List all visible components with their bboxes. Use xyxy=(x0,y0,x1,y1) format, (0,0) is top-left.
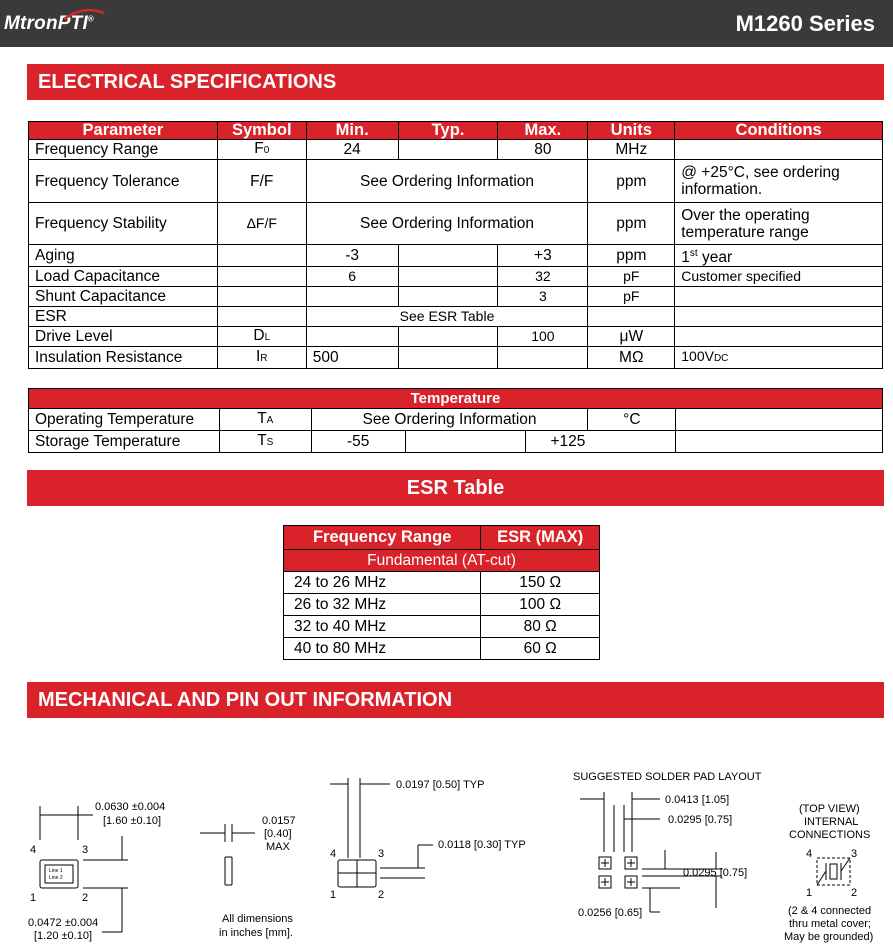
internal-label: INTERNAL xyxy=(804,816,859,828)
table-row xyxy=(29,267,883,287)
mechanical-drawing xyxy=(0,740,893,948)
min-cell: 500 xyxy=(306,347,398,369)
temperature-title: Temperature xyxy=(29,389,883,409)
symbol-text: T xyxy=(257,432,267,449)
max-cell: +125 xyxy=(526,431,676,453)
cond-text: 100V xyxy=(681,348,714,365)
pin-label: 2 xyxy=(851,887,858,899)
param-cell: Load Capacitance xyxy=(29,267,218,287)
pin-label: 2 xyxy=(82,892,89,904)
pin-label: 1 xyxy=(30,892,37,904)
esr-table xyxy=(283,525,600,660)
min-cell: 24 xyxy=(306,140,398,160)
symbol-subscript: R xyxy=(260,353,268,365)
symbol-cell xyxy=(217,327,306,347)
symbol-subscript: A xyxy=(266,415,274,426)
symbol-cell xyxy=(217,245,306,267)
esr-value-cell: 100 Ω xyxy=(481,594,600,616)
conditions-cell xyxy=(675,245,883,267)
table-row xyxy=(29,160,883,203)
top-width-inches: 0.0630 ±0.004 xyxy=(95,801,166,813)
units-cell: pF xyxy=(588,287,675,307)
side-view-drawing xyxy=(200,824,255,885)
table-row xyxy=(29,307,883,327)
col-parameter: Parameter xyxy=(29,122,218,140)
solder-pad-drawing xyxy=(580,792,722,912)
solder-pad-title: SUGGESTED SOLDER PAD LAYOUT xyxy=(573,771,762,783)
table-row xyxy=(29,409,883,431)
symbol-cell: F/F xyxy=(217,160,306,203)
pad-width-dimension: 0.0197 [0.50] TYP xyxy=(396,779,485,791)
param-cell: Operating Temperature xyxy=(29,409,220,431)
pin-label: 1 xyxy=(806,887,813,899)
conditions-cell xyxy=(675,347,883,369)
symbol-cell xyxy=(217,140,306,160)
temperature-table xyxy=(28,388,883,453)
typ-cell xyxy=(398,140,498,160)
esr-mode-cell: Fundamental (AT-cut) xyxy=(284,550,600,572)
esr-value-cell: 80 Ω xyxy=(481,616,600,638)
pin-label: 3 xyxy=(378,848,385,860)
bottom-view-drawing xyxy=(330,778,433,887)
top-width-mm: [1.60 ±0.10] xyxy=(103,815,162,827)
table-row xyxy=(29,140,883,160)
conditions-cell xyxy=(675,140,883,160)
min-cell: 6 xyxy=(306,267,398,287)
table-row xyxy=(284,594,600,616)
symbol-text: T xyxy=(257,410,267,427)
solder-dimension-d: 0.0256 [0.65] xyxy=(578,907,643,919)
max-cell: 80 xyxy=(498,140,588,160)
table-row xyxy=(284,638,600,660)
symbol-cell xyxy=(217,267,306,287)
min-cell xyxy=(306,327,398,347)
min-cell xyxy=(306,287,398,307)
company-logo xyxy=(4,13,94,35)
units-cell: MHz xyxy=(588,140,675,160)
typ-cell xyxy=(398,347,498,369)
max-cell: 32 xyxy=(498,267,588,287)
max-cell: 100 xyxy=(498,327,588,347)
pin-label: 4 xyxy=(30,844,37,856)
top-height-mm: [1.20 ±0.10] xyxy=(34,930,93,942)
esr-range-cell: 32 to 40 MHz xyxy=(284,616,481,638)
top-height-inches: 0.0472 ±0.004 xyxy=(28,917,99,929)
param-cell: Shunt Capacitance xyxy=(29,287,218,307)
param-cell: Frequency Range xyxy=(29,140,218,160)
table-row xyxy=(29,203,883,245)
units-cell: pF xyxy=(588,267,675,287)
esr-value-cell: 150 Ω xyxy=(481,572,600,594)
series-title: M1260 Series xyxy=(735,11,875,36)
esr-value-cell: 60 Ω xyxy=(481,638,600,660)
symbol-cell xyxy=(217,307,306,327)
table-header-row xyxy=(29,389,883,409)
cond-text: year xyxy=(697,249,733,267)
typ-cell xyxy=(398,245,498,267)
symbol-text: I xyxy=(255,348,261,366)
conditions-cell: @ +25°C, see ordering information. xyxy=(675,160,883,203)
units-cell xyxy=(588,307,675,327)
conditions-cell xyxy=(675,307,883,327)
symbol-subscript: S xyxy=(266,437,274,448)
table-row xyxy=(29,431,883,453)
table-header-row xyxy=(29,122,883,140)
typ-cell xyxy=(398,287,498,307)
conditions-cell xyxy=(676,409,883,431)
max-cell xyxy=(498,347,588,369)
max-cell: +3 xyxy=(498,245,588,267)
param-cell: Aging xyxy=(29,245,218,267)
max-cell: 3 xyxy=(498,287,588,307)
min-cell: -3 xyxy=(306,245,398,267)
units-cell: MΩ xyxy=(588,347,675,369)
electrical-spec-table xyxy=(28,121,883,369)
conditions-cell: Over the operating temperature range xyxy=(675,203,883,245)
conditions-cell xyxy=(676,431,883,453)
esr-mode-row xyxy=(284,550,600,572)
pin-label: 4 xyxy=(330,848,337,860)
marking-line-2: Line 2 xyxy=(49,875,63,881)
logo-registered-mark: ® xyxy=(87,14,95,24)
symbol-cell xyxy=(217,287,306,307)
param-cell: Insulation Resistance xyxy=(29,347,218,369)
units-cell: °C xyxy=(588,409,676,431)
cond-superscript: st xyxy=(689,248,698,259)
esr-range-cell: 26 to 32 MHz xyxy=(284,594,481,616)
param-cell: Frequency Tolerance xyxy=(29,160,218,203)
table-row xyxy=(29,347,883,369)
esr-range-cell: 24 to 26 MHz xyxy=(284,572,481,594)
symbol-subscript: 0 xyxy=(263,145,270,156)
min-cell: -55 xyxy=(311,431,405,453)
crystal-symbol-icon xyxy=(817,858,850,885)
solder-dimension-a: 0.0413 [1.05] xyxy=(665,794,730,806)
symbol-text: F xyxy=(254,140,264,157)
param-cell: Frequency Stability xyxy=(29,203,218,245)
marking-line-1: Line 1 xyxy=(49,868,63,874)
solder-dimension-c: 0.0295 [0.75] xyxy=(683,867,748,879)
symbol-subscript: L xyxy=(264,332,271,344)
symbol-cell xyxy=(219,409,311,431)
units-cell: μW xyxy=(588,327,675,347)
spanned-value-cell: See Ordering Information xyxy=(306,160,588,203)
pin-label: 2 xyxy=(378,889,385,901)
pin-label: 4 xyxy=(806,848,813,860)
table-row xyxy=(284,572,600,594)
dimension-note-2: in inches [mm]. xyxy=(219,927,293,939)
esr-range-cell: 40 to 80 MHz xyxy=(284,638,481,660)
param-cell: Drive Level xyxy=(29,327,218,347)
pin-label: 3 xyxy=(851,848,858,860)
spanned-value-cell: See Ordering Information xyxy=(306,203,588,245)
typ-cell xyxy=(398,267,498,287)
solder-dimension-b: 0.0295 [0.75] xyxy=(668,814,733,826)
logo-swoosh-icon xyxy=(62,7,106,21)
conditions-cell: Customer specified xyxy=(675,267,883,287)
symbol-cell xyxy=(217,347,306,369)
connection-note-3: May be grounded) xyxy=(784,931,874,943)
col-frequency-range: Frequency Range xyxy=(284,526,481,550)
units-cell: ppm xyxy=(588,160,675,203)
typ-cell xyxy=(398,327,498,347)
connections-label: CONNECTIONS xyxy=(789,829,871,841)
cond-subscript: DC xyxy=(713,353,729,365)
col-units: Units xyxy=(588,122,675,140)
connection-note-1: (2 & 4 connected xyxy=(788,905,872,917)
top-view-label: (TOP VIEW) xyxy=(799,803,860,815)
dimension-note-1: All dimensions xyxy=(222,913,293,925)
col-symbol: Symbol xyxy=(217,122,306,140)
spanned-value-cell: See ESR Table xyxy=(306,307,588,327)
symbol-cell: ΔF/F xyxy=(217,203,306,245)
units-cell: ppm xyxy=(588,203,675,245)
col-esr-max: ESR (MAX) xyxy=(481,526,600,550)
col-conditions: Conditions xyxy=(675,122,883,140)
thickness-mm: [0.40] xyxy=(264,828,292,840)
table-header-row xyxy=(284,526,600,550)
cond-text: 1 xyxy=(681,249,690,267)
esr-section-banner: ESR Table xyxy=(27,470,884,506)
pin-label: 3 xyxy=(82,844,89,856)
units-cell: ppm xyxy=(588,245,675,267)
mechanical-section-banner: MECHANICAL AND PIN OUT INFORMATION xyxy=(27,682,884,718)
col-typ: Typ. xyxy=(398,122,498,140)
spanned-value-cell: See Ordering Information xyxy=(311,409,588,431)
thickness-inches: 0.0157 xyxy=(262,815,296,827)
typ-cell xyxy=(405,431,526,453)
table-row xyxy=(29,245,883,267)
connection-note-2: thru metal cover; xyxy=(789,918,871,930)
pin-label: 1 xyxy=(330,889,337,901)
col-min: Min. xyxy=(306,122,398,140)
header-bar xyxy=(0,0,893,47)
logo-text: MtronPTI xyxy=(4,13,88,34)
conditions-cell xyxy=(675,327,883,347)
table-row xyxy=(284,616,600,638)
electrical-section-banner: ELECTRICAL SPECIFICATIONS xyxy=(27,64,884,100)
table-row xyxy=(29,327,883,347)
conditions-cell xyxy=(675,287,883,307)
thickness-max: MAX xyxy=(266,841,290,853)
col-max: Max. xyxy=(498,122,588,140)
symbol-text: D xyxy=(253,327,265,345)
pad-height-dimension: 0.0118 [0.30] TYP xyxy=(438,839,526,851)
param-cell: Storage Temperature xyxy=(29,431,220,453)
param-cell: ESR xyxy=(29,307,218,327)
symbol-cell xyxy=(219,431,311,453)
table-row xyxy=(29,287,883,307)
